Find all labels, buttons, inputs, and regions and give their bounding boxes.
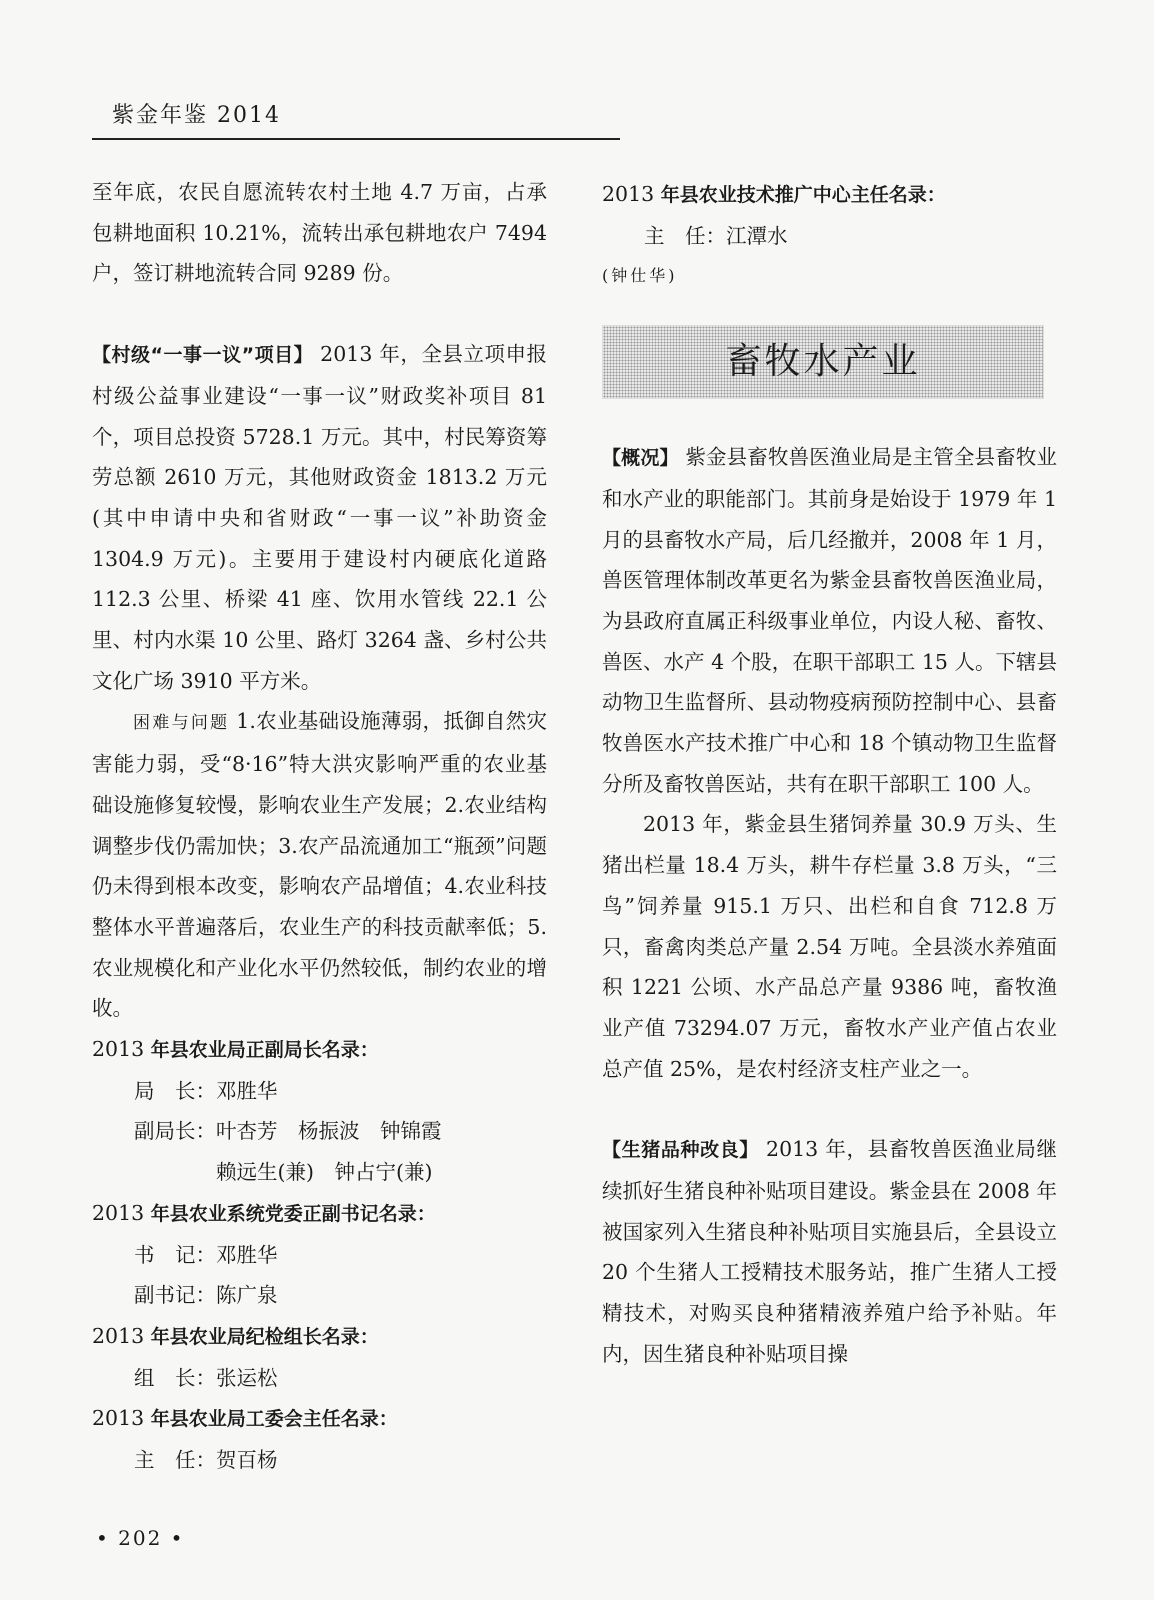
name-line: 书 记：邓胜华 bbox=[134, 1242, 278, 1267]
yishi-body: 2013 年，全县立项申报村级公益事业建设“一事一议”财政奖补项目 81 个，项目总投资 5728.1 万元。其中，村民筹资筹劳总额 2610 万元，其他财政资金 1813.2 万元(其中申请中央和省财政“一事一议”补助资金 1304.9 万元)。主要用于建设村内硬底化道路 112.3 公里、桥梁 41 座、饮用水管线 22.1 公里、村内水渠 10 公里、路灯 3264 盏、乡村公共文化广场 3910 平方米。 bbox=[92, 342, 547, 693]
name-line: 局 长：邓胜华 bbox=[134, 1078, 278, 1103]
problems-label: 困难与问题 bbox=[133, 713, 230, 734]
running-header-title: 紫金年鉴 2014 bbox=[112, 103, 281, 128]
pig-body: 2013 年，县畜牧兽医渔业局继续抓好生猪良种补贴项目建设。紫金县在 2008 年被国家列入生猪良种补贴项目实施县后，全县设立 20 个生猪人工授精技术服务站，推广生猪人工授精技术，对购买良种猪精液养殖户给予补贴。年内，因生猪良种补贴项目操 bbox=[602, 1137, 1057, 1366]
list-heading-discipline: 2013 年县农业局纪检组长名录： bbox=[92, 1323, 379, 1348]
author-credit: (钟仕华) bbox=[602, 266, 678, 286]
left-column bbox=[92, 172, 547, 1481]
page-number: • 202 • bbox=[96, 1526, 185, 1550]
list-heading-tech-center: 2013 年县农业技术推广中心主任名录： bbox=[602, 182, 946, 206]
name-line: 组 长：张运松 bbox=[134, 1365, 278, 1390]
overview-paragraph bbox=[602, 437, 1057, 804]
header-rule bbox=[92, 138, 620, 140]
pig-paragraph bbox=[602, 1129, 1057, 1374]
intro-paragraph: 至年底，农民自愿流转农村土地 4.7 万亩，占承包耕地面积 10.21%，流转出承包耕地农户 7494 户，签订耕地流转合同 9289 份。 bbox=[92, 180, 547, 286]
section-title-banner bbox=[602, 325, 1044, 399]
problems-body: 1.农业基础设施薄弱，抵御自然灾害能力弱，受“8·16”特大洪灾影响严重的农业基础设施修复较慢，影响农业生产发展；2.农业结构调整步伐仍需加快；3.农产品流通加工“瓶颈”问题仍未得到根本改变，影响农产品增值；4.农业科技整体水平普遍落后，农业生产的科技贡献率低；5.农业规模化和产业化水平仍然较低，制约农业的增收。 bbox=[92, 709, 548, 1021]
spacer bbox=[92, 294, 547, 334]
stats-paragraph: 2013 年，紫金县生猪饲养量 30.9 万头、生猪出栏量 18.4 万头，耕牛存栏量 3.8 万头，“三鸟”饲养量 915.1 万只、出栏和自食 712.8 万只，畜禽肉类总产量 2.54 万吨。全县淡水养殖面积 1221 公顷、水产品总产量 9386 吨，畜牧渔业产值 73294.07 万元，畜牧水产业产值占农业总产值 25%，是农村经济支柱产业之一。 bbox=[602, 812, 1057, 1081]
problems-paragraph bbox=[92, 701, 547, 1029]
overview-body: 紫金县畜牧兽医渔业局是主管全县畜牧业和水产业的职能部门。其前身是始设于 1979 年 1 月的县畜牧水产局，后几经撤并，2008 年 1 月，兽医管理体制改革更名为紫金县畜牧兽医渔业局，为县政府直属正科级事业单位，内设人秘、畜牧、兽医、水产 4 个股，在职干部职工 15 人。下辖县动物卫生监督所、县动物疫病预防控制中心、县畜牧兽医水产技术推广中心和 18 个镇动物卫生监督分所及畜牧兽医站，共有在职干部职工 100 人。 bbox=[602, 445, 1057, 796]
name-line: 主 任：江潭水 bbox=[644, 223, 788, 248]
name-line: 副局长：叶杏芳 杨振波 钟锦霞 bbox=[134, 1119, 442, 1144]
spacer bbox=[602, 1089, 1057, 1129]
list-heading-party-secretaries: 2013 年县农业系统党委正副书记名录： bbox=[92, 1200, 436, 1225]
list-heading-bureau-chiefs: 2013 年县农业局正副局长名录： bbox=[92, 1037, 379, 1062]
name-line: 主 任：贺百杨 bbox=[134, 1448, 278, 1473]
list-heading-union: 2013 年县农业局工委会主任名录： bbox=[92, 1406, 398, 1431]
yishi-paragraph bbox=[92, 334, 547, 701]
pig-title: 【生猪品种改良】 bbox=[602, 1139, 759, 1162]
overview-title: 【概况】 bbox=[602, 447, 679, 470]
name-line: 副书记：陈广泉 bbox=[134, 1283, 278, 1308]
section-title: 畜牧水产业 bbox=[725, 340, 921, 382]
right-column bbox=[602, 174, 1057, 1375]
name-line: 赖远生(兼) 钟占宁(兼) bbox=[216, 1160, 433, 1185]
yishi-title: 【村级“一事一议”项目】 bbox=[92, 344, 314, 367]
